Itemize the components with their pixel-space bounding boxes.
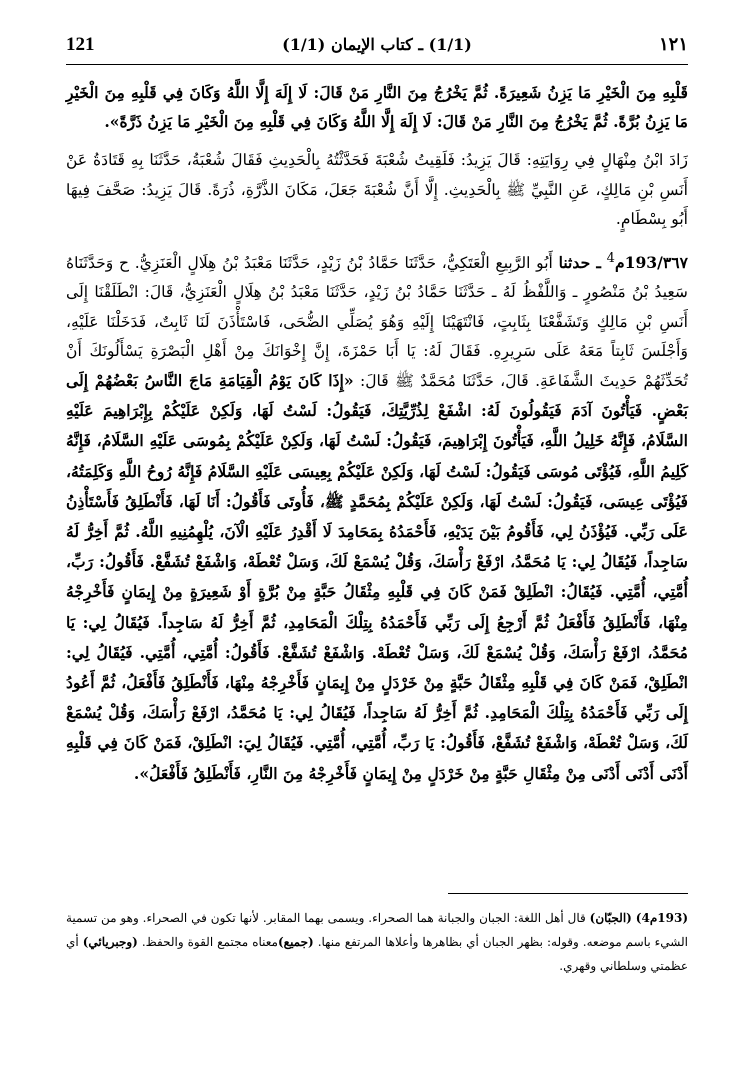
isnad-text: أَبُو الرَّبِيعِ الْعَتَكِيُّ، حَدَّثَنَا حَمَّادُ بْنُ زَيْدٍ، حَدَّثَنَا مَعْبَدُ بْنُ هِلَالٍ الْعَنَزِيُّ. ح وَحَدَّثَنَاهُ سَعِيدُ بْنُ مَنْصُورٍ ـ وَاللَّفْظُ لَهُ ـ حَدَّثَنَا حَمَّادُ بْنُ زَيْدٍ، حَدَّثَنَا مَعْبَدُ بْنُ هِلَالٍ الْعَنَزِيُّ، قَالَ: انْطَلَقْنَا إِلَى أَنَسِ بْنِ مَالِكٍ وَتَشَفَّعْنَا بِثَابِتٍ، فَانْتَهَيْنَا إِلَيْهِ وَهُوَ يُصَلِّي الضُّحَى، فَاسْتَأْذَنَ لَنَا ثَابِتٌ، فَدَخَلْنَا عَلَيْهِ، وَأَجْلَسَ ثَابِتاً مَعَهُ عَلَى سَرِيرِهِ. فَقَالَ لَهُ: يَا أَبَا حَمْزَةَ، إِنَّ إِخْوَانَكَ مِنْ أَهْلِ الْبَصْرَةِ يَسْأَلُونَكَ أَنْ تُحَدِّثَهُمْ حَدِيثَ الشَّفَاعَةِ. قَالَ، حَدَّثَنَا مُحَمَّدٌ ﷺ قَالَ: [66, 254, 688, 391]
page-header [66, 34, 688, 60]
footnote-gloss-2: معناه مجتمع القوة والحفظ. [141, 935, 278, 949]
footnote-term-1: (الجبّان) [589, 911, 632, 925]
footnote-gloss-1: قال أهل اللغة: الجبان والجبانة هما الصحراء. ويسمى بهما المقابر. لأنها تكون في الصحراء. وهو من تسمية الشيء باسم موضعه. وقوله: بظهر الجبان أي بظاهرها وأعلاها المرتفع منها. [66, 911, 688, 949]
footnote-term-2: (جميع) [278, 935, 314, 949]
footnote-divider [448, 893, 688, 894]
footnote-term-3: (وجبريائي) [82, 935, 138, 949]
footnote-marker: 4 [606, 251, 615, 267]
footnote-ref: (193م4) [635, 911, 688, 925]
hadith-367 [66, 244, 688, 789]
page-number-latin: 121 [66, 34, 95, 55]
footnote-text [66, 906, 688, 978]
footnote [66, 906, 688, 978]
running-title: (1/1) ـ كتاب الإيمان (1/1) [282, 35, 472, 54]
hadith-number: ٣٦٧/193م [614, 253, 688, 273]
hadith-continuation: قَلْبِهِ مِنَ الْخَيْرِ مَا يَزِنُ شَعِيرَةً. ثُمَّ يَخْرُجُ مِنَ النَّارِ مَنْ قَالَ: لَا إِلَهَ إِلَّا اللَّهُ وَكَانَ فِي قَلْبِهِ مِنَ الْخَيْرِ مَا يَزِنُ بُرَّةً. ثُمَّ يَخْرُجُ مِنَ النَّارِ مَنْ قَالَ: لَا إِلَهَ إِلَّا اللَّهُ وَكَانَ فِي قَلْبِهِ مِنَ الْخَيْرِ مَا يَزِنُ ذَرَّةً». [66, 83, 688, 132]
haddathana-label: ـ حدثنا [558, 253, 601, 273]
main-text [66, 78, 688, 789]
page-number-arabic: ١٢١ [658, 34, 688, 55]
narration-addendum: زَادَ ابْنُ مِنْهَالٍ فِي رِوَايَتِهِ: قَالَ يَزِيدُ: فَلَقِيتُ شُعْبَةَ فَحَدَّثْتُهُ بِالْحَدِيثِ فَقَالَ شُعْبَةُ، حَدَّثَنَا بِهِ قَتَادَةُ عَنْ أَنَسِ بْنِ مَالِكٍ، عَنِ النَّبِيِّ ﷺ بِالْحَدِيثِ. إِلَّا أَنَّ شُعْبَةَ جَعَلَ، مَكَانَ الذَّرَّةِ، ذُرَةً. قَالَ يَزِيدُ: صَحَّفَ فِيهَا أَبُو بِسْطَامٍ. [66, 151, 688, 228]
header-divider [66, 64, 688, 65]
hadith-matn: «إِذَا كَانَ يَوْمُ الْقِيَامَةِ مَاجَ النَّاسُ بَعْضُهُمْ إِلَى بَعْضٍ. فَيَأْتُونَ آدَمَ فَيَقُولُونَ لَهُ: اشْفَعْ لِذُرِّيَّتِكَ، فَيَقُولُ: لَسْتُ لَهَا، وَلَكِنْ عَلَيْكُمْ بِإِبْرَاهِيمَ عَلَيْهِ السَّلَامُ، فَإِنَّهُ خَلِيلُ اللَّهِ، فَيَأْتُونَ إِبْرَاهِيمَ، فَيَقُولُ: لَسْتُ لَهَا، وَلَكِنْ عَلَيْكُمْ بِمُوسَى عَلَيْهِ السَّلَامُ، فَإِنَّهُ كَلِيمُ اللَّهِ، فَيُؤْتَى مُوسَى فَيَقُولُ: لَسْتُ لَهَا، وَلَكِنْ عَلَيْكُمْ بِعِيسَى عَلَيْهِ السَّلَامُ فَإِنَّهُ رُوحُ اللَّهِ وَكَلِمَتُهُ، فَيُؤْتَى عِيسَى، فَيَقُولُ: لَسْتُ لَهَا، وَلَكِنْ عَلَيْكُمْ بِمُحَمَّدٍ ﷺ، فَأُوتَى فَأَقُولُ: أَنَا لَهَا، فَأَنْطَلِقُ فَأَسْتَأْذِنُ عَلَى رَبِّي. فَيُؤْذَنُ لِي، فَأَقُومُ بَيْنَ يَدَيْهِ، فَأَحْمَدُهُ بِمَحَامِدَ لَا أَقْدِرُ عَلَيْهِ الْآنَ، يُلْهِمُنِيهِ اللَّهُ. ثُمَّ أَخِرُّ لَهُ سَاجِداً، فَيُقَالُ لِي: يَا مُحَمَّدُ، ارْفَعْ رَأْسَكَ، وَقُلْ يُسْمَعْ لَكَ، وَسَلْ تُعْطَهْ، وَاشْفَعْ تُشَفَّعْ. فَأَقُولُ: رَبِّ، أُمَّتِي، أُمَّتِي. فَيُقَالُ: انْطَلِقْ فَمَنْ كَانَ فِي قَلْبِهِ مِثْقَالُ حَبَّةٍ مِنْ بُرَّةٍ أَوْ شَعِيرَةٍ مِنْ إِيمَانٍ فَأَخْرِجْهُ مِنْهَا، فَأَنْطَلِقُ فَأَفْعَلُ ثُمَّ أَرْجِعُ إِلَى رَبِّي فَأَحْمَدُهُ بِتِلْكَ الْمَحَامِدِ، ثُمَّ أَخِرُّ لَهُ سَاجِداً. فَيُقَالُ لِي: يَا مُحَمَّدُ، ارْفَعْ رَأْسَكَ، وَقُلْ يُسْمَعْ لَكَ، وَسَلْ تُعْطَهْ. وَاشْفَعْ تُشَفَّعْ. فَأَقُولُ: أُمَّتِي، أُمَّتِي. فَيُقَالُ لِي: انْطَلِقْ، فَمَنْ كَانَ فِي قَلْبِهِ مِثْقَالُ حَبَّةٍ مِنْ خَرْدَلٍ مِنْ إِيمَانٍ فَأَخْرِجْهُ مِنْهَا، فَأَنْطَلِقُ فَأَفْعَلُ، ثُمَّ أَعُودُ إِلَى رَبِّي فَأَحْمَدُهُ بِتِلْكَ الْمَحَامِدِ. ثُمَّ أَخِرُّ لَهُ سَاجِداً، فَيُقَالُ لِي: يَا مُحَمَّدُ، ارْفَعْ رَأْسَكَ، وَقُلْ يُسْمَعْ لَكَ، وَسَلْ تُعْطَهْ، وَاشْفَعْ تُشَفَّعْ، فَأَقُولُ: يَا رَبِّ، أُمَّتِي، أُمَّتِي. فَيُقَالُ لِيَ: انْطَلِقْ، فَمَنْ كَانَ فِي قَلْبِهِ أَدْنَى أَدْنَى أَدْنَى مِنْ مِثْقَالِ حَبَّةٍ مِنْ خَرْدَلٍ مِنْ إِيمَانٍ فَأَخْرِجْهُ مِنَ النَّارِ، فَأَنْطَلِقُ فَأَفْعَلُ». [66, 371, 688, 783]
footnote-gloss-3: أي عظمتي وسلطاني وقهري. [66, 935, 688, 973]
